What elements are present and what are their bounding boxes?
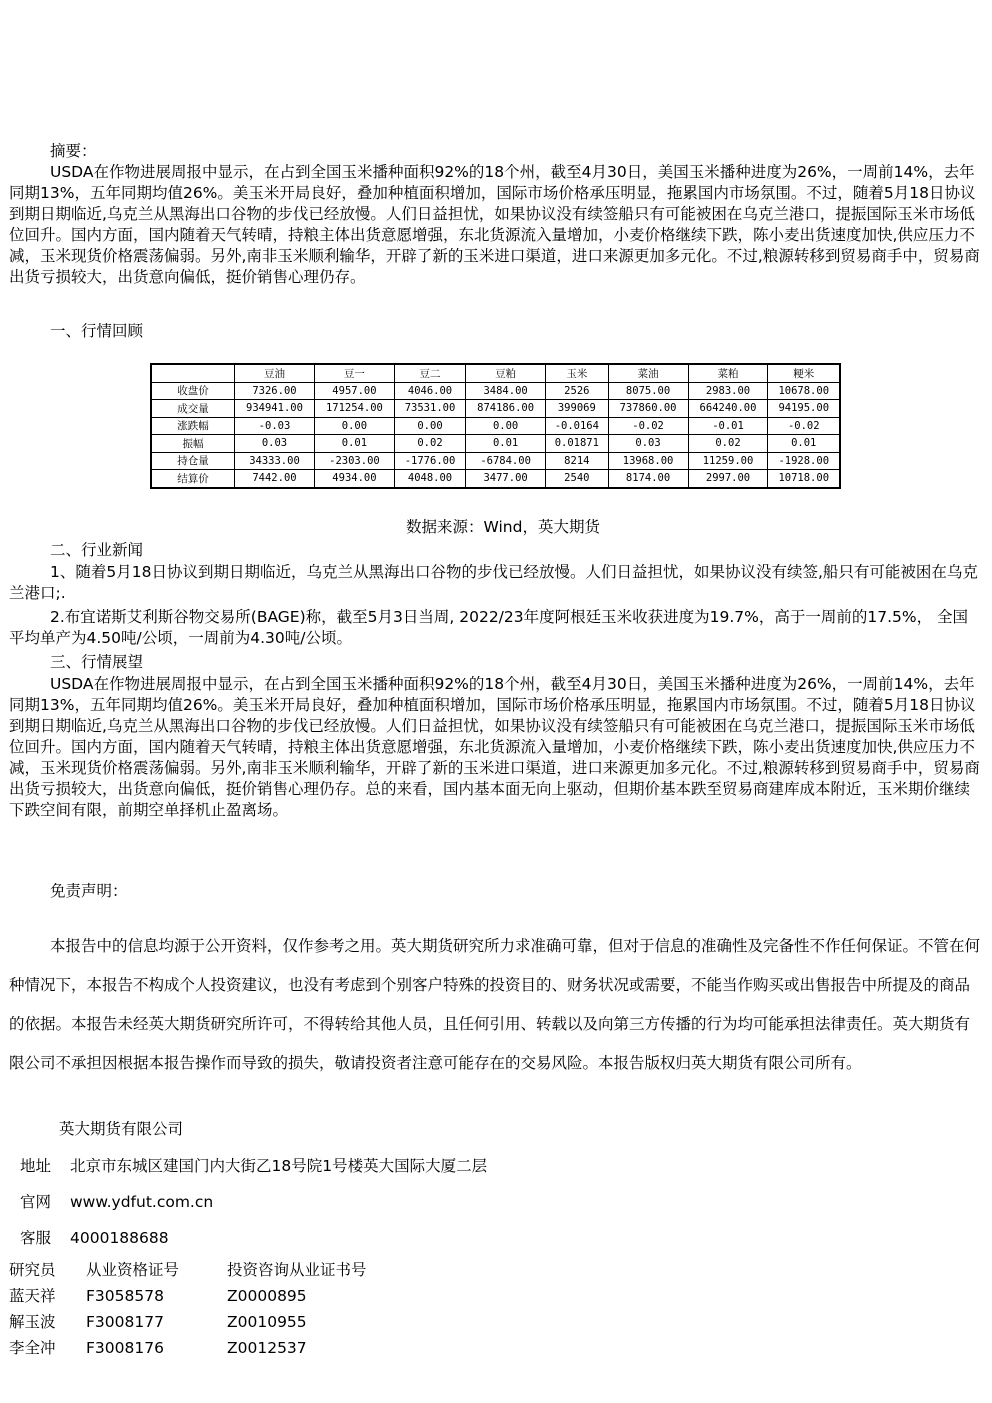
staff-header-qualification: 从业资格证号	[86, 1261, 180, 1279]
staff-name: 蓝天祥	[9, 1287, 56, 1305]
staff-header-row	[9, 1257, 367, 1283]
table-cell: -1776.00	[394, 452, 465, 470]
table-header-cell	[151, 364, 235, 382]
table-cell: 737860.00	[608, 400, 688, 418]
table-cell: 0.02	[688, 435, 768, 453]
table-cell: 664240.00	[688, 400, 768, 418]
table-cell: 874186.00	[466, 400, 546, 418]
table-cell: 2997.00	[688, 470, 768, 488]
table-header-cell: 豆二	[394, 364, 465, 382]
table-cell: -6784.00	[466, 452, 546, 470]
staff-qualification: F3058578	[86, 1287, 164, 1305]
address-value: 北京市东城区建国门内大街乙18号院1号楼英大国际大厦二层	[70, 1157, 488, 1175]
table-cell: 0.01	[768, 435, 840, 453]
staff-row	[9, 1309, 367, 1335]
news-item-1: 1、随着5月18日协议到期日期临近，乌克兰从黑海出口谷物的步伐已经放慢。人们日益担忧，如果协议没有续签,船只有可能被困在乌克兰港口;.	[9, 563, 978, 602]
staff-consulting: Z0010955	[227, 1313, 307, 1331]
news-item-2: 2.布宜诺斯艾利斯谷物交易所(BAGE)称，截至5月3日当周, 2022/23年度阿根廷玉米收获进度为19.7%，高于一周前的17.5%， 全国平均单产为4.50吨/公顷，一周前为4.30吨/公顷。	[9, 608, 969, 647]
table-cell: 2526	[546, 382, 609, 400]
address-label: 地址	[20, 1157, 52, 1175]
table-row	[151, 435, 840, 453]
table-cell: 7442.00	[235, 470, 315, 488]
table-cell: 399069	[546, 400, 609, 418]
table-cell: 2983.00	[688, 382, 768, 400]
table-cell: 4934.00	[314, 470, 394, 488]
table-row-label: 成交量	[151, 400, 235, 418]
table-cell: 0.03	[608, 435, 688, 453]
table-cell: -0.01	[688, 417, 768, 435]
service-value: 4000188688	[70, 1229, 169, 1247]
table-cell: 0.00	[466, 417, 546, 435]
table-cell: -1928.00	[768, 452, 840, 470]
website-label: 官网	[20, 1193, 52, 1211]
table-header-cell: 豆粕	[466, 364, 546, 382]
staff-name: 李全冲	[9, 1339, 56, 1357]
outlook-text: USDA在作物进展周报中显示，在占到全国玉米播种面积92%的18个州，截至4月30日，美国玉米播种进度为26%，一周前14%，去年同期13%，五年同期均值26%。美玉米开局良好，叠加种植面积增加，国际市场价格承压明显，拖累国内市场氛围。不过，随着5月18日协议到期日期临近,乌克兰从黑海出口谷物的步伐已经放慢。人们日益担忧，如果协议没有续签船只有可能被困在乌克兰港口，提振国际玉米市场低位回升。国内方面，国内随着天气转晴，持粮主体出货意愿增强，东北货源流入量增加，小麦价格继续下跌，陈小麦出货速度加快,供应压力不减，玉米现货价格震荡偏弱。另外,南非玉米顺利输华，开辟了新的玉米进口渠道，进口来源更加多元化。不过,粮源转移到贸易商手中，贸易商出货亏损较大，出货意向偏低，挺价销售心理仍存。总的来看，国内基本面无向上驱动，但期价基本跌至贸易商建库成本附近，玉米期价继续下跌空间有限，前期空单择机止盈离场。	[9, 675, 980, 819]
table-row-label: 收盘价	[151, 382, 235, 400]
table-header-row	[151, 364, 840, 382]
table-row	[151, 452, 840, 470]
table-row	[151, 470, 840, 488]
table-header-cell: 菜粕	[688, 364, 768, 382]
section3-heading: 三、行情展望	[50, 653, 144, 671]
table-cell: 7326.00	[235, 382, 315, 400]
staff-header-consulting: 投资咨询从业证书号	[227, 1261, 367, 1279]
table-header-cell: 粳米	[768, 364, 840, 382]
section1-heading: 一、行情回顾	[50, 322, 144, 340]
table-header-cell: 豆油	[235, 364, 315, 382]
table-cell: 8174.00	[608, 470, 688, 488]
table-cell: 0.01871	[546, 435, 609, 453]
table-row-label: 持仓量	[151, 452, 235, 470]
staff-qualification: F3008176	[86, 1339, 164, 1357]
staff-row	[9, 1283, 367, 1309]
table-cell: 8075.00	[608, 382, 688, 400]
website-row	[20, 1190, 213, 1214]
staff-name: 解玉波	[9, 1313, 56, 1331]
table-cell: -0.03	[235, 417, 315, 435]
website-value: www.ydfut.com.cn	[70, 1193, 214, 1211]
table-cell: 10718.00	[768, 470, 840, 488]
table-cell: 4048.00	[394, 470, 465, 488]
table-cell: 0.01	[314, 435, 394, 453]
table-cell: 0.01	[466, 435, 546, 453]
table-cell: 171254.00	[314, 400, 394, 418]
table-cell: 3477.00	[466, 470, 546, 488]
disclaimer-text: 本报告中的信息均源于公开资料，仅作参考之用。英大期货研究所力求准确可靠，但对于信息的准确性及完备性不作任何保证。不管在何种情况下，本报告不构成个人投资建议，也没有考虑到个别客户特殊的投资目的、财务状况或需要，不能当作购买或出售报告中所提及的商品的依据。本报告未经英大期货研究所许可，不得转给其他人员，且任何引用、转载以及向第三方传播的行为均可能承担法律责任。英大期货有限公司不承担因根据本报告操作而导致的损失，敬请投资者注意可能存在的交易风险。本报告版权归英大期货有限公司所有。	[9, 937, 981, 1072]
table-row	[151, 417, 840, 435]
staff-header-name: 研究员	[9, 1261, 56, 1279]
service-label: 客服	[20, 1229, 52, 1247]
table-row-label: 涨跌幅	[151, 417, 235, 435]
table-row	[151, 400, 840, 418]
table-cell: 73531.00	[394, 400, 465, 418]
table-header-cell: 菜油	[608, 364, 688, 382]
summary-text: USDA在作物进展周报中显示，在占到全国玉米播种面积92%的18个州，截至4月30日，美国玉米播种进度为26%，一周前14%，去年同期13%，五年同期均值26%。美玉米开局良好，叠加种植面积增加，国际市场价格承压明显，拖累国内市场氛围。不过，随着5月18日协议到期日期临近,乌克兰从黑海出口谷物的步伐已经放慢。人们日益担忧，如果协议没有续签船只有可能被困在乌克兰港口，提振国际玉米市场低位回升。国内方面，国内随着天气转晴，持粮主体出货意愿增强，东北货源流入量增加，小麦价格继续下跌，陈小麦出货速度加快,供应压力不减，玉米现货价格震荡偏弱。另外,南非玉米顺利输华，开辟了新的玉米进口渠道，进口来源更加多元化。不过,粮源转移到贸易商手中，贸易商出货亏损较大，出货意向偏低，挺价销售心理仍存。	[9, 163, 980, 286]
table-cell: 4046.00	[394, 382, 465, 400]
staff-row	[9, 1335, 367, 1361]
table-row	[151, 382, 840, 400]
address-row	[20, 1154, 487, 1178]
table-cell: 0.00	[314, 417, 394, 435]
section2-heading: 二、行业新闻	[50, 541, 144, 559]
staff-qualification: F3008177	[86, 1313, 164, 1331]
table-header-cell: 玉米	[546, 364, 609, 382]
table-cell: -0.02	[768, 417, 840, 435]
source-note: 数据来源：Wind，英大期货	[406, 518, 600, 536]
table-cell: 8214	[546, 452, 609, 470]
company-name: 英大期货有限公司	[59, 1120, 184, 1138]
table-cell: 94195.00	[768, 400, 840, 418]
table-cell: 13968.00	[608, 452, 688, 470]
table-row-label: 结算价	[151, 470, 235, 488]
staff-list	[9, 1257, 367, 1361]
table-cell: 3484.00	[466, 382, 546, 400]
table-cell: 4957.00	[314, 382, 394, 400]
staff-consulting: Z0000895	[227, 1287, 307, 1305]
disclaimer-heading: 免责声明：	[50, 882, 128, 900]
summary-heading: 摘要：	[50, 142, 97, 160]
table-cell: 934941.00	[235, 400, 315, 418]
service-row	[20, 1226, 169, 1250]
market-table	[150, 363, 841, 489]
table-cell: 2540	[546, 470, 609, 488]
table-cell: 34333.00	[235, 452, 315, 470]
table-cell: 0.03	[235, 435, 315, 453]
table-header-cell: 豆一	[314, 364, 394, 382]
staff-consulting: Z0012537	[227, 1339, 307, 1357]
table-cell: 10678.00	[768, 382, 840, 400]
table-cell: -2303.00	[314, 452, 394, 470]
table-cell: 0.02	[394, 435, 465, 453]
table-cell: 0.00	[394, 417, 465, 435]
table-row-label: 振幅	[151, 435, 235, 453]
table-cell: -0.0164	[546, 417, 609, 435]
table-cell: -0.02	[608, 417, 688, 435]
table-cell: 11259.00	[688, 452, 768, 470]
